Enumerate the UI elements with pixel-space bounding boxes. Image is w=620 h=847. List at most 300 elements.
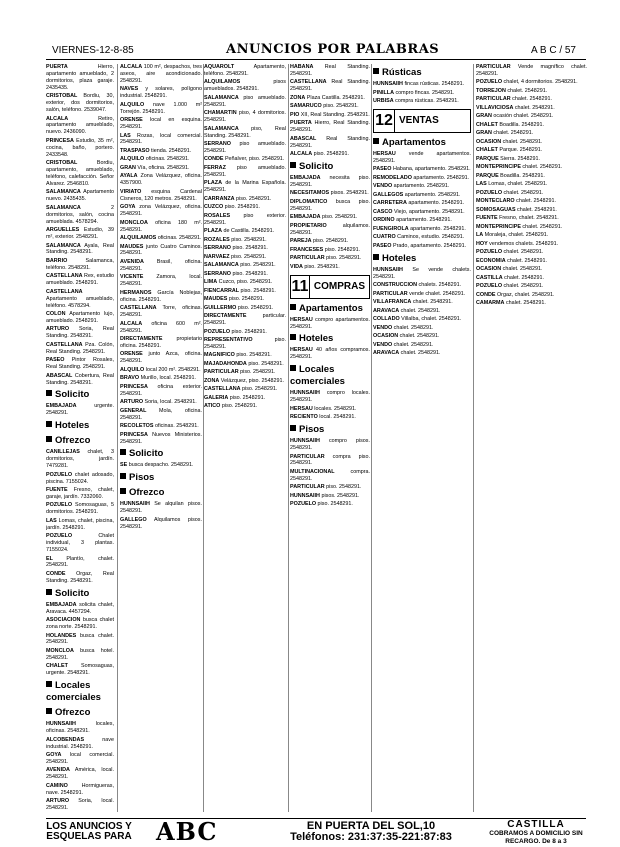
ad-text: Sierra. 2548291. [498, 155, 541, 162]
ad-keyword: PARTICULAR [476, 96, 511, 103]
classified-ad [120, 189, 202, 203]
classified-ad [373, 243, 471, 250]
ad-keyword: GOYA [46, 752, 62, 758]
ad-keyword: CASCO [373, 208, 393, 215]
ad-text: piso. 2548291. [311, 238, 349, 245]
classified-ad [120, 375, 202, 382]
ad-text: Zona Velázquez, oficina. 4357900. [120, 173, 202, 187]
ad-text: Peñalver, piso. 2548291. [223, 156, 285, 163]
ad-keyword: REPRESENTATIVO [204, 337, 253, 344]
ad-text: Rex, estudio amueblado. 2548291. [46, 273, 114, 287]
ad-keyword: ORDINO [373, 217, 395, 224]
ad-text: Chalet individual, 3 plantas. 7155024. [46, 533, 114, 554]
classified-ad [120, 384, 202, 398]
classified-ad [204, 337, 286, 351]
header-date: VIERNES-12-8-85 [52, 45, 134, 56]
classified-ad [120, 517, 202, 531]
ad-keyword: URBISA [373, 98, 394, 104]
ad-keyword: MONCLOA [46, 647, 74, 654]
ad-text: Caminos, estudio. 2548291. [395, 234, 465, 241]
ad-text: busca piso. 2548291. [290, 198, 370, 212]
square-bullet-icon [46, 681, 52, 687]
classified-ad [46, 138, 114, 159]
ad-text: nave 1.000 m² Torrejón. 2548291. [120, 101, 202, 115]
ad-keyword: SERRANO [204, 270, 231, 277]
classified-ad [373, 175, 471, 182]
column-3 [204, 64, 286, 812]
ad-text: Alquilamos pisos. 2548291. [120, 516, 202, 530]
square-bullet-icon [290, 365, 296, 371]
ad-keyword: ALQUILO [120, 366, 145, 373]
ad-keyword: FUENGIROLA [373, 225, 409, 232]
ad-keyword: VENDO [373, 183, 393, 190]
ad-keyword: LIMA [204, 279, 218, 286]
ad-keyword: HERMANOS [120, 289, 152, 296]
ad-keyword: RECIENTO [290, 414, 318, 421]
ad-text: Retiro, apartamento amueblado, nuevo. 2436090. [46, 115, 114, 136]
ad-text: piso. 2548291. [220, 403, 258, 410]
ad-text: piso amueblado. 2548291. [204, 94, 286, 108]
classified-ad [204, 245, 286, 252]
ad-text: compro locales. 2548291. [290, 390, 370, 404]
classified-ad [120, 274, 202, 288]
classified-ad [476, 88, 587, 95]
ad-keyword: BRAVO [120, 375, 140, 382]
classified-ad [476, 215, 587, 222]
ad-text: ocasión chalet. 2548291. [491, 113, 554, 120]
ad-keyword: CHALET [476, 121, 498, 128]
ad-text: piso. 2548291. [227, 296, 265, 303]
ad-text: Torre, oficinas. 2548291. [120, 305, 202, 319]
classified-ad [290, 214, 370, 221]
ad-keyword: HUNNSAIIH [290, 438, 320, 445]
classified-ad [204, 403, 286, 410]
ad-text: piso. 2548291. [320, 214, 358, 221]
ad-keyword: HOY [476, 240, 488, 247]
ad-keyword: SAMARUCO [290, 103, 322, 110]
ad-text: Hierro, apartamento amueblado, 2 dormitorios, plaza garaje. 2435435. [46, 64, 114, 91]
page-number: A B C / 57 [530, 45, 576, 56]
ad-keyword: CASTELLANA [290, 79, 327, 86]
ad-keyword: PARTICULAR [290, 453, 325, 460]
classified-ad [476, 79, 587, 86]
ad-text: busca chalet. 2548291. [46, 632, 114, 646]
ad-text: chalet. 2548291. [513, 104, 555, 111]
classified-ad [120, 235, 202, 242]
classified-ad [290, 190, 370, 197]
ad-text: piso. 2548291. [302, 263, 340, 270]
ad-keyword: GENERAL [120, 407, 147, 414]
classified-ad [373, 98, 471, 105]
classified-ad [204, 213, 286, 227]
ad-text: Hierro, Real Standing. 2548291. [290, 120, 370, 134]
ad-text: compra. 2548291. [290, 468, 370, 482]
classified-ad [46, 487, 114, 501]
classified-ad [46, 403, 114, 417]
ad-text: alquilamos. 2548291. [290, 222, 370, 236]
classified-ad [46, 326, 114, 340]
ad-keyword: SALAMANCA [46, 204, 81, 211]
ad-text: busca chalet zona norte. 2548291. [46, 617, 114, 631]
ad-text: Apartamento amueblado, teléfono. 4578294. [46, 295, 114, 309]
ad-keyword: POZUELO [204, 328, 231, 335]
footer-slogan: LOS ANUNCIOS Y ESQUELAS PARA [46, 821, 132, 842]
ad-text: piso. 2548291. [324, 255, 362, 262]
classified-ad [290, 501, 370, 508]
classified-ad [373, 299, 471, 306]
ad-text: Bordiu, 30, exterior, dos dormitorios, salón, teléfono. 2539047. [46, 93, 114, 114]
ad-text: local. 2548291. [317, 414, 356, 421]
ad-text: chalet. 2548291. [491, 130, 534, 137]
footer-phones: Teléfonos: 231:37:35-221:87:83 [290, 831, 452, 843]
classified-ad [120, 259, 202, 273]
ad-text: Salamanca, teléfono. 2548291. [46, 257, 114, 271]
ad-keyword: REMODELADO [373, 174, 412, 181]
ad-text: chalet. 2548291. [514, 198, 557, 205]
classified-ad [290, 469, 370, 483]
ad-keyword: PUERTA [46, 64, 68, 70]
classified-ad [476, 96, 587, 103]
classified-ad [204, 352, 286, 359]
classified-ad [204, 79, 286, 93]
ad-keyword: ECONOMIA [476, 257, 506, 264]
ad-text: Pza. Colón, Real Standing. 2548291. [46, 341, 114, 355]
ad-keyword: SERRANO [204, 141, 231, 148]
ad-keyword: VIRIATO [120, 188, 142, 195]
ad-keyword: EMBAJADA [290, 175, 321, 182]
ad-text: oficinas. 2548291. [156, 235, 202, 242]
section-heading-text: Hoteles [55, 420, 90, 432]
ad-keyword: HOLANDES [46, 632, 77, 639]
ad-text: chalet. 2548291. [505, 257, 548, 264]
ad-keyword: HERSAU [290, 347, 313, 354]
classified-ad [373, 234, 471, 241]
ad-text: Plantío, chalet. 2548291. [46, 555, 114, 569]
ad-keyword: ZONA [204, 377, 220, 384]
square-bullet-icon [290, 425, 296, 431]
ad-keyword: ALQUILO [120, 101, 145, 108]
square-bullet-icon [373, 254, 379, 260]
ad-keyword: NAVES [120, 86, 139, 93]
ad-text: chalet. 2548291. [501, 138, 543, 145]
classified-ad [120, 204, 202, 218]
ad-keyword: EL [46, 555, 53, 562]
ad-text: chalet. 2548291. [399, 350, 441, 357]
ad-keyword: EMBAJADA [290, 214, 321, 221]
classified-ad [120, 220, 202, 234]
classified-ad [204, 180, 286, 194]
ad-keyword: ATICO [204, 403, 221, 410]
classified-ad [204, 196, 286, 203]
classified-ad [476, 130, 587, 137]
ad-keyword: VENDO [373, 341, 393, 348]
classified-ad [290, 454, 370, 468]
ad-text: chalet adosado, piscina. 7155024. [46, 471, 114, 485]
classified-ad [46, 227, 114, 241]
ad-keyword: FUENTE [476, 215, 498, 222]
classified-ad [120, 336, 202, 350]
classified-ad [46, 556, 114, 570]
classified-ad [120, 321, 202, 335]
classified-ad [290, 255, 370, 262]
ad-text: Nuevos Ministerios. 2548291. [120, 431, 202, 445]
ad-text: tienda. 2548291. [149, 147, 192, 154]
ad-keyword: POZUELO [46, 502, 73, 509]
ad-text: Parque. 2548291. [497, 147, 543, 154]
classified-ad [46, 273, 114, 287]
classified-ad [373, 316, 471, 323]
ad-text: chalet, 4 dormitorios. 2548291. [502, 79, 578, 86]
classified-ad [204, 110, 286, 124]
classified-ad [373, 291, 471, 298]
classified-ad [290, 64, 370, 78]
ad-keyword: CRISTOBAL [46, 160, 78, 167]
classified-ad [204, 95, 286, 109]
classified-ad [476, 105, 587, 112]
section-heading [46, 435, 114, 447]
ad-keyword: COLON [46, 311, 66, 318]
ad-keyword: MULTINACIONAL [290, 468, 335, 475]
ad-keyword: SALAMANCA [204, 94, 239, 101]
ad-keyword: CAMINO [46, 782, 68, 789]
ad-text: chalet. 2548291. [502, 283, 544, 290]
classified-ad [204, 288, 286, 295]
ad-keyword: GALERIA [204, 394, 229, 401]
classified-ad [290, 493, 370, 500]
classified-ad [46, 205, 114, 226]
classified-ad [46, 737, 114, 751]
classified-ad [373, 267, 471, 281]
ad-text: piso. 2548291. [323, 246, 361, 253]
ad-keyword: MAGNIFICO [204, 352, 235, 359]
classified-ad [476, 64, 587, 78]
ad-keyword: PARTICULAR [290, 255, 325, 262]
classified-ad [476, 249, 587, 256]
ad-keyword: ORENSE [120, 117, 143, 124]
classified-ad [204, 165, 286, 179]
classified-ad [204, 313, 286, 327]
ad-text: Fresno, chalet, garaje, jardín. 7332060. [46, 487, 114, 500]
classified-ad [46, 449, 114, 470]
ad-keyword: PARTICULAR [476, 64, 511, 70]
section-heading [290, 333, 370, 345]
section-heading [290, 424, 370, 436]
classified-ad [476, 113, 587, 120]
ad-keyword: SALAMANCA [46, 189, 81, 196]
ad-keyword: ASOCIACION [46, 617, 81, 624]
classified-ad [476, 122, 587, 129]
ad-text: piso. 2548291. [321, 103, 359, 110]
ad-text: oficinas. 2548291. [144, 156, 190, 163]
ad-keyword: ALQUILAMOS [120, 235, 157, 242]
ad-text: zona Velázquez, oficina. 2548291. [120, 204, 202, 218]
classified-ad [204, 305, 286, 312]
column-divider [288, 64, 289, 812]
ad-keyword: VIDA [290, 263, 303, 270]
ad-keyword: COLLADO [373, 316, 400, 323]
section-heading [373, 253, 471, 265]
ad-keyword: TORREJON [476, 87, 506, 94]
ad-text: chalet. 2548291. [411, 299, 453, 306]
ad-text: chalet. 2548291. [502, 274, 545, 281]
ad-text: busca hotel. 2548291. [46, 647, 114, 661]
classified-ad [476, 241, 587, 248]
section-heading-text: Apartamentos [299, 302, 363, 314]
ad-keyword: SOMOSAGUAS [476, 206, 516, 213]
ad-keyword: CONDE [476, 291, 496, 298]
ad-text: chalet. 2548291. [504, 300, 546, 307]
ad-keyword: HERSAU [290, 316, 313, 323]
classified-ad [476, 147, 587, 154]
classified-ad [46, 633, 114, 647]
classified-ad [46, 64, 114, 92]
ad-text: local 200 m². 2548291. [144, 366, 201, 373]
classified-ad [46, 373, 114, 387]
ad-text: Villalba, chalet. 2548291. [399, 316, 462, 323]
footer-region-block [486, 820, 586, 845]
section-heading [46, 420, 114, 432]
classified-ad [204, 204, 286, 211]
ad-text: piso amueblado. 2548291. [204, 164, 286, 178]
ad-text: piso. 2548291. [240, 386, 278, 393]
ad-keyword: ALQUILO [120, 156, 145, 163]
ad-text: chalet, 3 dormitorios, jardín. 7479281. [46, 449, 114, 470]
ad-text: chalet. 2548291. [392, 341, 434, 348]
ad-keyword: PASEO [373, 242, 392, 249]
classified-ad [46, 258, 114, 272]
ad-keyword: VENDO [373, 324, 393, 331]
ad-text: Soria, Real Standing. 2548291. [46, 326, 114, 340]
ad-keyword: GUILLERMO [204, 304, 237, 311]
section-heading [290, 161, 370, 173]
ad-text: junto Cuatro Caminos. 2548291. [120, 243, 202, 257]
ad-keyword: CUATRO [373, 234, 396, 241]
ad-text: Cuzco, piso. 2548291. [217, 279, 273, 286]
classified-ad [46, 289, 114, 310]
classified-ad [373, 209, 471, 216]
ad-text: Hormigueras, nave. 2548291. [46, 782, 114, 796]
page-header [46, 42, 586, 60]
square-bullet-icon [290, 304, 296, 310]
section-heading-text: Ofrezco [55, 435, 91, 447]
ad-text: Ayala, Real Standing. 2548291. [46, 242, 114, 256]
ad-text: chalet. 2548291. [501, 266, 543, 273]
ad-keyword: EMBAJADA [46, 403, 77, 410]
section-heading [46, 707, 114, 719]
section-heading [46, 389, 114, 401]
ad-keyword: HUNNSAIIH [373, 266, 403, 273]
ad-keyword: ARTURO [120, 399, 144, 406]
ad-text: América, local. 2548291. [46, 767, 114, 781]
category-banner [290, 275, 370, 299]
ad-text: esquina Cardenal Cisneros, 120 metros. 2548291. [120, 188, 202, 202]
ad-text: apartamento. 2548291. [394, 217, 452, 224]
ad-keyword: PIO [290, 111, 300, 118]
classified-ad [476, 198, 587, 205]
classified-ad [476, 232, 587, 239]
ad-text: piso. 2548291. [312, 151, 350, 158]
classified-ad [373, 192, 471, 199]
ad-keyword: ARTURO [46, 798, 70, 805]
section-heading [46, 588, 114, 600]
classified-ad [120, 351, 202, 365]
ad-text: García Noblejas, oficina. 2548291. [120, 289, 202, 303]
classified-ad [46, 721, 114, 735]
ad-keyword: POZUELO [476, 283, 503, 290]
ad-keyword: ALCOBENDAS [46, 736, 85, 743]
classified-ad [46, 798, 114, 812]
ad-keyword: POZUELO [476, 189, 503, 196]
section-heading-text: Pisos [129, 472, 155, 484]
ad-keyword: CHAMARTIN [204, 110, 237, 117]
ad-keyword: ABASCAL [46, 372, 73, 379]
section-heading-text: Solicito [129, 448, 164, 460]
column-divider [473, 64, 474, 812]
ad-keyword: CHALET [476, 147, 498, 154]
ad-keyword: HABANA [290, 64, 314, 70]
classified-ad [46, 116, 114, 137]
classified-ad [46, 648, 114, 662]
classified-ad [204, 141, 286, 155]
classified-ad [46, 571, 114, 585]
footer-region: CASTILLA [507, 819, 565, 830]
ad-text: piso amueblado. 2548291. [204, 141, 286, 154]
ad-text: Soria, local. 2548291. [143, 399, 197, 406]
ad-keyword: MONTEPRINCIPE [476, 223, 521, 230]
classified-ad [476, 292, 587, 299]
classified-ad [373, 325, 471, 332]
classified-ad [290, 79, 370, 93]
ad-keyword: ARAVACA [373, 350, 400, 357]
ad-text: Prado, apartamento. 2548291. [391, 242, 467, 249]
classified-ad [290, 264, 370, 271]
classified-ad [46, 472, 114, 486]
ad-text: oficina 600 m². 2548291. [120, 320, 202, 334]
ad-keyword: CONDE [46, 570, 66, 577]
ad-text: Brasil, oficina. 2548291. [120, 258, 202, 272]
ad-text: Boadilla. 2548291. [498, 172, 545, 179]
ad-keyword: BARRIO [46, 257, 68, 264]
ad-keyword: PRINCESA [120, 383, 148, 390]
classified-ad [476, 190, 587, 197]
ad-text: pisos. 2548291. [329, 190, 369, 197]
ad-keyword: FUENTE [46, 487, 68, 493]
classified-ad [373, 166, 471, 173]
ad-text: Boadilla. 2548291. [497, 121, 545, 128]
classified-ad [290, 390, 370, 404]
ad-keyword: ORENSE [120, 351, 143, 358]
classified-ad [290, 317, 370, 331]
ad-text: chalet. 2548291. [520, 164, 563, 171]
classified-ad [46, 518, 114, 532]
ad-keyword: AYALA [120, 173, 138, 180]
ad-keyword: CAMARMA [476, 300, 505, 307]
ad-text: local en esquina. 2548291. [120, 117, 202, 131]
category-label: VENTAS [395, 109, 471, 133]
footer-address: EN PUERTA DEL SOL,10 [306, 820, 436, 832]
square-bullet-icon [46, 436, 52, 442]
ad-keyword: CUZCO [204, 204, 224, 211]
ad-keyword: CASTELLANA [46, 273, 83, 280]
ad-keyword: AVENIDA [46, 767, 70, 774]
section-heading [373, 137, 471, 149]
ad-text: chalet. 2548291. [505, 87, 548, 94]
ad-text: vendemos chalets. 2548291. [487, 240, 559, 247]
ad-text: solicita chalet, Aravaca. 4457294. [46, 601, 114, 615]
ad-text: piso. 2548291. [230, 270, 268, 277]
ad-text: Real Standing. 2548291. [290, 79, 370, 93]
classified-ad [290, 112, 370, 119]
